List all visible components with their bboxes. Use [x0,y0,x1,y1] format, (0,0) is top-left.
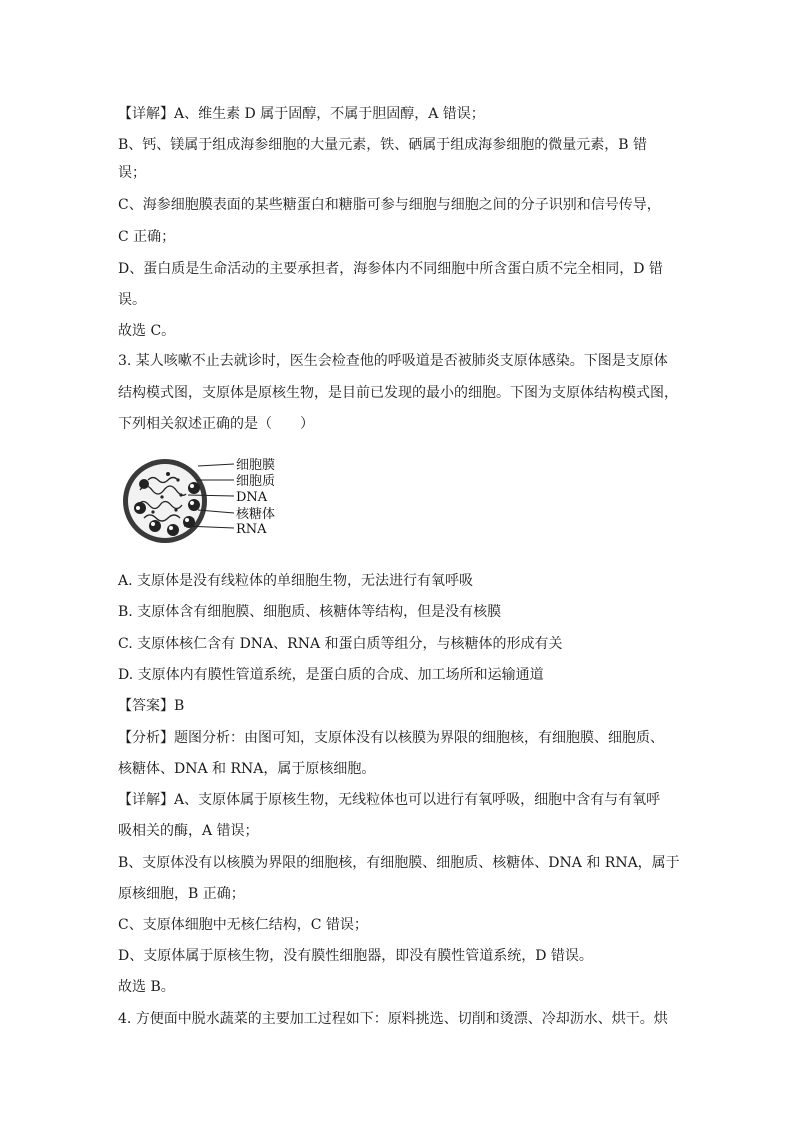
question-3-stem: 结构模式图，支原体是原核生物，是目前已发现的最小的细胞。下图为支原体结构模式图， [118,385,678,401]
label-rna: RNA [236,522,267,537]
label-cytoplasm: 细胞质 [236,474,276,489]
explanation-line: B、支原体没有以核膜为界限的细胞核，有细胞膜、细胞质、核糖体、DNA 和 RNA，属于 [118,855,680,871]
ribosome [167,524,179,536]
ribosome [188,499,200,511]
text-line: B、钙、镁属于组成海参细胞的大量元素，铁、硒属于组成海参细胞的微量元素，B 错 [118,137,648,153]
text-line: C、海参细胞膜表面的某些糖蛋白和糖脂可参与细胞与细胞之间的分子识别和信号传导， [118,197,661,213]
explanation-line: 吸相关的酶，A 错误； [118,823,259,839]
explanation-line: C、支原体细胞中无核仁结构，C 错误； [118,917,368,933]
text-line: 故选 C。 [118,323,176,339]
question-3-stem: 3. 某人咳嗽不止去就诊时，医生会检查他的呼吸道是否被肺炎支原体感染。下图是支原体 [118,353,668,369]
explanation-line: 【详解】A、支原体属于原核生物，无线粒体也可以进行有氧呼吸，细胞中含有与有氧呼 [118,792,661,808]
question-3-stem: 下列相关叙述正确的是（ ） [118,416,314,432]
label-ribosome: 核糖体 [236,507,276,522]
question-4-stem: 4. 方便面中脱水蔬菜的主要加工过程如下：原料挑选、切削和烫漂、冷却沥水、烘干。烘 [118,1011,668,1027]
answer-line: 【答案】B [118,698,185,714]
mycoplasma-structure-figure [118,450,298,552]
text-line: 误； [118,165,146,181]
analysis-line: 【分析】题图分析：由图可知，支原体没有以核膜为界限的细胞核，有细胞膜、细胞质、 [118,730,664,746]
conclusion-line: 故选 B。 [118,979,175,995]
ribosome [139,479,149,489]
mycoplasma-diagram [118,450,298,552]
analysis-line: 核糖体、DNA 和 RNA，属于原核细胞。 [118,761,376,777]
text-line: C 正确； [118,229,176,245]
label-cell-membrane: 细胞膜 [236,458,276,473]
label-dna: DNA [236,490,268,505]
explanation-line: D、支原体属于原核生物，没有膜性细胞器，即没有膜性管道系统，D 错误。 [118,948,593,964]
text-line: D、蛋白质是生命活动的主要承担者，海参体内不同细胞中所含蛋白质不完全相同，D 错 [118,261,663,277]
option-d: D. 支原体内有膜性管道系统，是蛋白质的合成、加工场所和运输通道 [118,667,544,683]
text-line: 【详解】A、维生素 D 属于固醇，不属于胆固醇，A 错误； [118,106,485,122]
explanation-line: 原核细胞，B 正确； [118,886,245,902]
option-b: B. 支原体含有细胞膜、细胞质、核糖体等结构，但是没有核膜 [118,604,502,620]
option-a: A. 支原体是没有线粒体的单细胞生物，无法进行有氧呼吸 [118,573,474,589]
ribosome [188,482,200,494]
option-c: C. 支原体核仁含有 DNA、RNA 和蛋白质等组分，与核糖体的形成有关 [118,636,563,652]
ribosome [149,520,161,532]
text-line: 误。 [118,292,146,308]
